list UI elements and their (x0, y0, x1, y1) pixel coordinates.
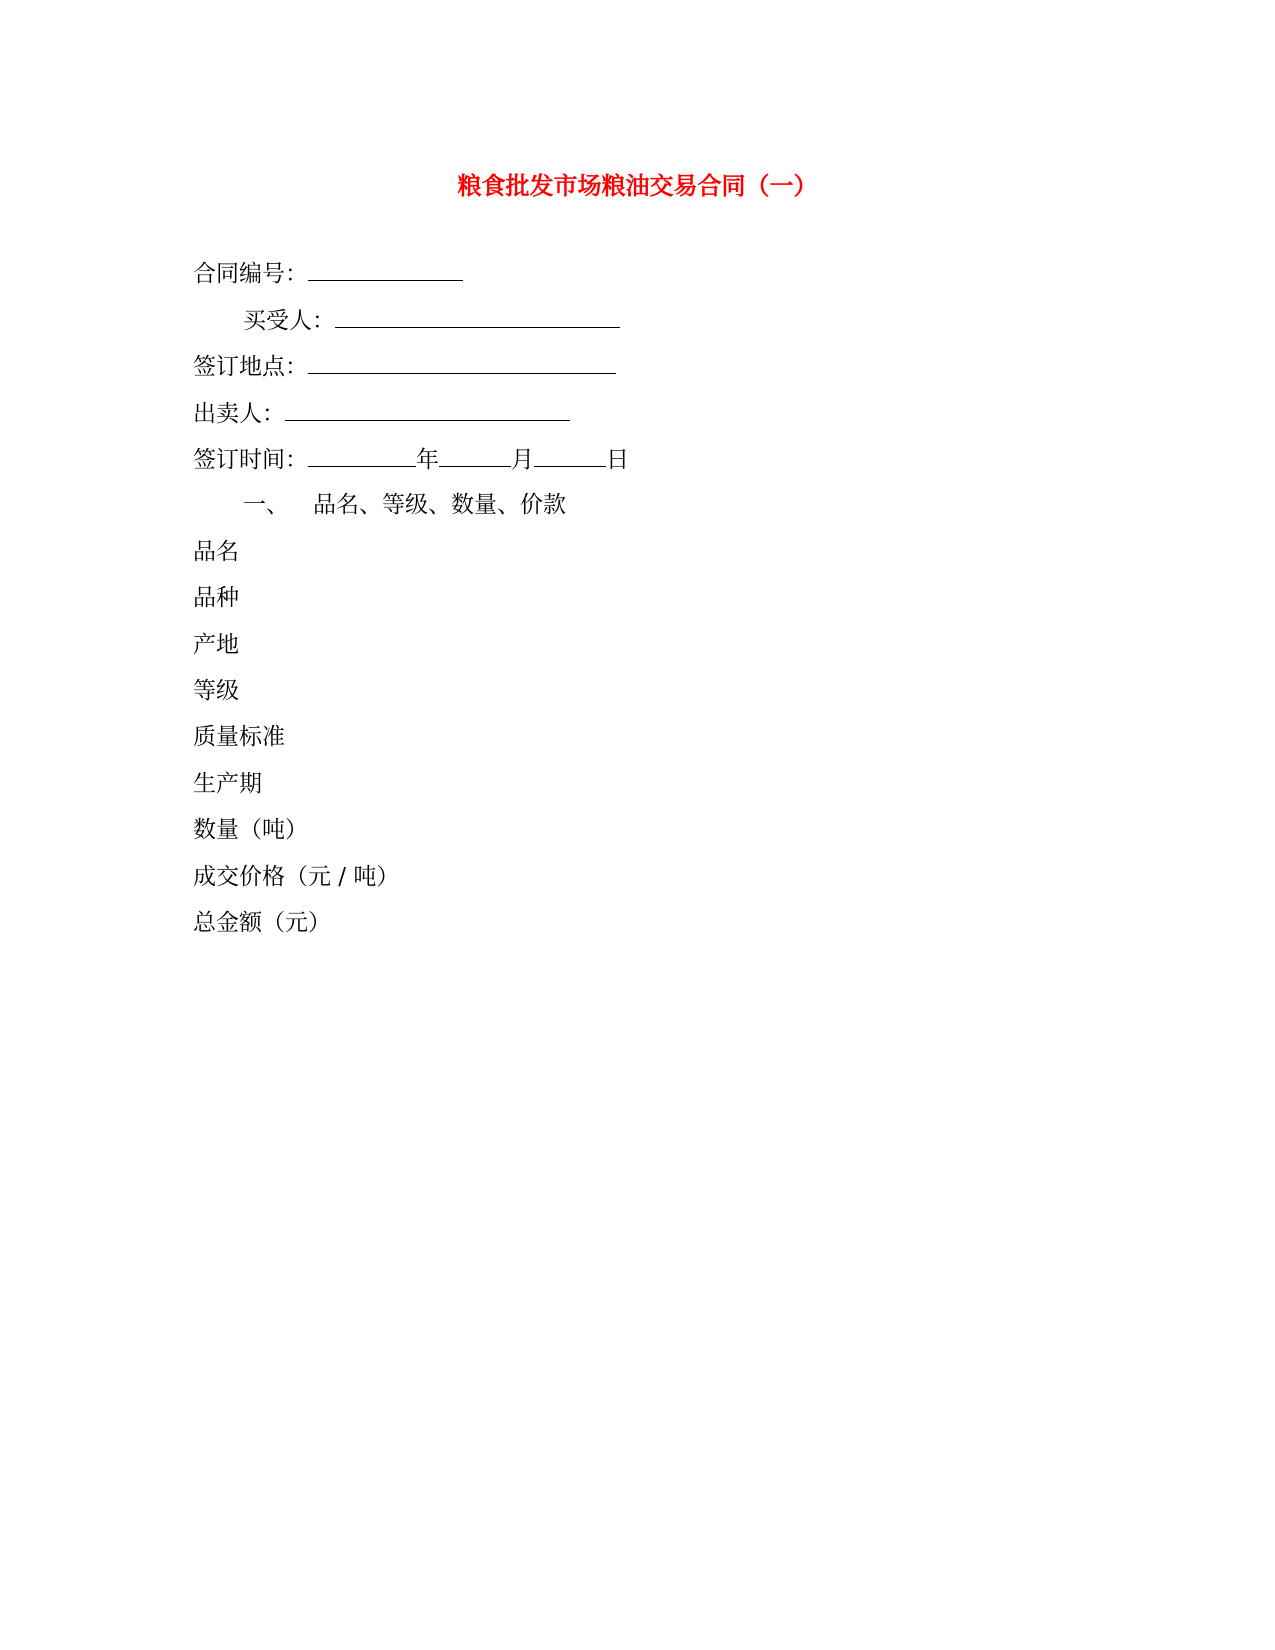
day-label: 日 (606, 447, 629, 473)
sign-year-blank[interactable] (308, 444, 416, 467)
month-label: 月 (511, 447, 534, 473)
item-origin: 产地 (193, 632, 239, 658)
item-grade: 等级 (193, 678, 239, 704)
seller-line (193, 398, 570, 429)
item-production-date: 生产期 (193, 771, 262, 797)
item-quality-standard: 质量标准 (193, 724, 285, 750)
sign-place-label: 签订地点： (193, 354, 308, 380)
sign-place-blank[interactable] (308, 351, 616, 374)
item-quantity: 数量（吨） (193, 817, 308, 843)
item-total-amount: 总金额（元） (193, 910, 331, 936)
sign-day-blank[interactable] (534, 444, 606, 467)
section-1-title: 品名、等级、数量、价款 (313, 492, 566, 518)
buyer-blank[interactable] (335, 305, 620, 328)
buyer-label: 买受人： (243, 308, 335, 334)
sign-place-line (193, 351, 616, 382)
item-unit-price: 成交价格（元 / 吨） (193, 864, 400, 890)
seller-label: 出卖人： (193, 401, 285, 427)
item-product-name: 品名 (193, 539, 239, 565)
sign-time-line (193, 444, 629, 475)
contract-number-line (193, 258, 463, 289)
sign-time-label: 签订时间： (193, 447, 308, 473)
year-label: 年 (416, 447, 439, 473)
sign-month-blank[interactable] (439, 444, 511, 467)
seller-blank[interactable] (285, 398, 570, 421)
document-title: 粮食批发市场粮油交易合同（一） (457, 171, 818, 200)
section-1-number: 一、 (243, 492, 289, 518)
contract-number-blank[interactable] (308, 258, 463, 281)
buyer-line (243, 305, 620, 336)
item-variety: 品种 (193, 585, 239, 611)
section-1-heading (243, 490, 566, 520)
contract-number-label: 合同编号： (193, 261, 308, 287)
